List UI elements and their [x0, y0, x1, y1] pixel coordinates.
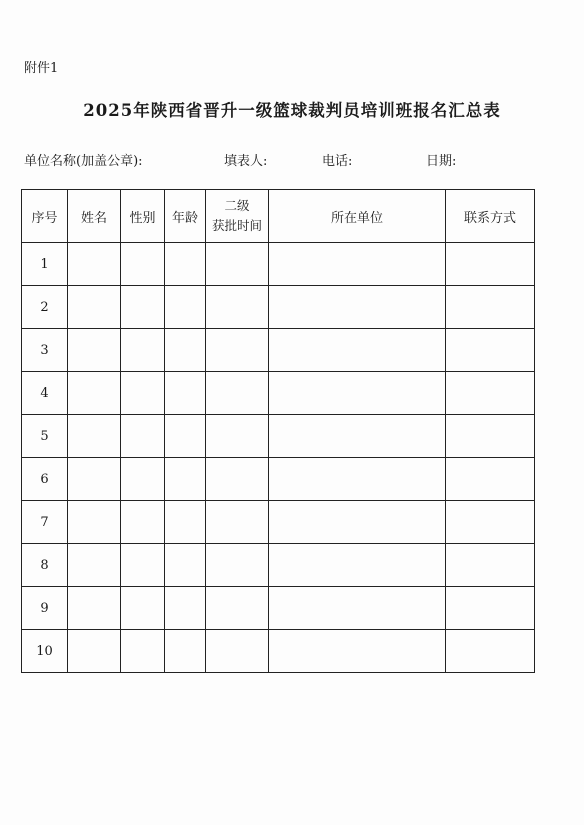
- registration-table: [21, 189, 535, 673]
- header-gender: 性别: [121, 190, 165, 243]
- row-index-cell: 2: [22, 286, 68, 329]
- approval-time-cell: [206, 630, 269, 673]
- name-cell: [68, 630, 121, 673]
- unit-cell: [269, 415, 446, 458]
- age-cell: [165, 243, 206, 286]
- name-cell: [68, 458, 121, 501]
- contact-cell: [446, 372, 535, 415]
- header-approval-time-line-2: 获批时间: [211, 218, 262, 233]
- table-row: [22, 372, 535, 415]
- header-contact: 联系方式: [446, 190, 535, 243]
- filler-field-label: 填表人:: [224, 154, 268, 169]
- contact-cell: [446, 415, 535, 458]
- unit-cell: [269, 544, 446, 587]
- age-cell: [165, 372, 206, 415]
- table-row: [22, 587, 535, 630]
- name-cell: [68, 329, 121, 372]
- unit-cell: [269, 286, 446, 329]
- contact-cell: [446, 286, 535, 329]
- header-index: 序号: [22, 190, 68, 243]
- contact-cell: [446, 458, 535, 501]
- approval-time-cell: [206, 587, 269, 630]
- age-cell: [165, 415, 206, 458]
- contact-cell: [446, 544, 535, 587]
- contact-cell: [446, 630, 535, 673]
- table-row: [22, 630, 535, 673]
- name-cell: [68, 501, 121, 544]
- table-row: [22, 415, 535, 458]
- row-index-cell: 4: [22, 372, 68, 415]
- row-index-cell: 7: [22, 501, 68, 544]
- row-index-cell: 5: [22, 415, 68, 458]
- age-cell: [165, 501, 206, 544]
- row-index-cell: 9: [22, 587, 68, 630]
- row-index-cell: 8: [22, 544, 68, 587]
- approval-time-cell: [206, 458, 269, 501]
- gender-cell: [121, 415, 165, 458]
- name-cell: [68, 587, 121, 630]
- age-cell: [165, 587, 206, 630]
- unit-cell: [269, 329, 446, 372]
- name-cell: [68, 286, 121, 329]
- contact-cell: [446, 329, 535, 372]
- approval-time-cell: [206, 329, 269, 372]
- name-cell: [68, 243, 121, 286]
- row-index-cell: 6: [22, 458, 68, 501]
- approval-time-cell: [206, 286, 269, 329]
- unit-name-field-label: 单位名称(加盖公章):: [24, 154, 143, 169]
- contact-cell: [446, 243, 535, 286]
- table-row: [22, 544, 535, 587]
- gender-cell: [121, 587, 165, 630]
- name-cell: [68, 415, 121, 458]
- table-row: [22, 329, 535, 372]
- gender-cell: [121, 544, 165, 587]
- unit-cell: [269, 458, 446, 501]
- age-cell: [165, 286, 206, 329]
- table-row: [22, 458, 535, 501]
- header-age: 年龄: [165, 190, 206, 243]
- gender-cell: [121, 329, 165, 372]
- header-approval-time: [206, 190, 269, 243]
- age-cell: [165, 329, 206, 372]
- table-row: [22, 501, 535, 544]
- gender-cell: [121, 501, 165, 544]
- unit-cell: [269, 243, 446, 286]
- header-name: 姓名: [68, 190, 121, 243]
- approval-time-cell: [206, 372, 269, 415]
- header-unit: 所在单位: [269, 190, 446, 243]
- gender-cell: [121, 372, 165, 415]
- document-title: 2025年陕西省晋升一级篮球裁判员培训班报名汇总表: [83, 101, 501, 120]
- table-row: [22, 286, 535, 329]
- age-cell: [165, 630, 206, 673]
- unit-cell: [269, 587, 446, 630]
- age-cell: [165, 544, 206, 587]
- approval-time-cell: [206, 243, 269, 286]
- gender-cell: [121, 630, 165, 673]
- approval-time-cell: [206, 501, 269, 544]
- table-header-row: [22, 190, 535, 243]
- attachment-label: 附件1: [24, 61, 59, 76]
- approval-time-cell: [206, 415, 269, 458]
- phone-field-label: 电话:: [322, 154, 353, 169]
- gender-cell: [121, 458, 165, 501]
- name-cell: [68, 544, 121, 587]
- table-row: [22, 243, 535, 286]
- gender-cell: [121, 286, 165, 329]
- date-field-label: 日期:: [426, 154, 457, 169]
- header-approval-time-line-1: 二级: [224, 198, 250, 213]
- row-index-cell: 3: [22, 329, 68, 372]
- row-index-cell: 10: [22, 630, 68, 673]
- row-index-cell: 1: [22, 243, 68, 286]
- name-cell: [68, 372, 121, 415]
- age-cell: [165, 458, 206, 501]
- gender-cell: [121, 243, 165, 286]
- contact-cell: [446, 587, 535, 630]
- unit-cell: [269, 630, 446, 673]
- contact-cell: [446, 501, 535, 544]
- unit-cell: [269, 372, 446, 415]
- approval-time-cell: [206, 544, 269, 587]
- unit-cell: [269, 501, 446, 544]
